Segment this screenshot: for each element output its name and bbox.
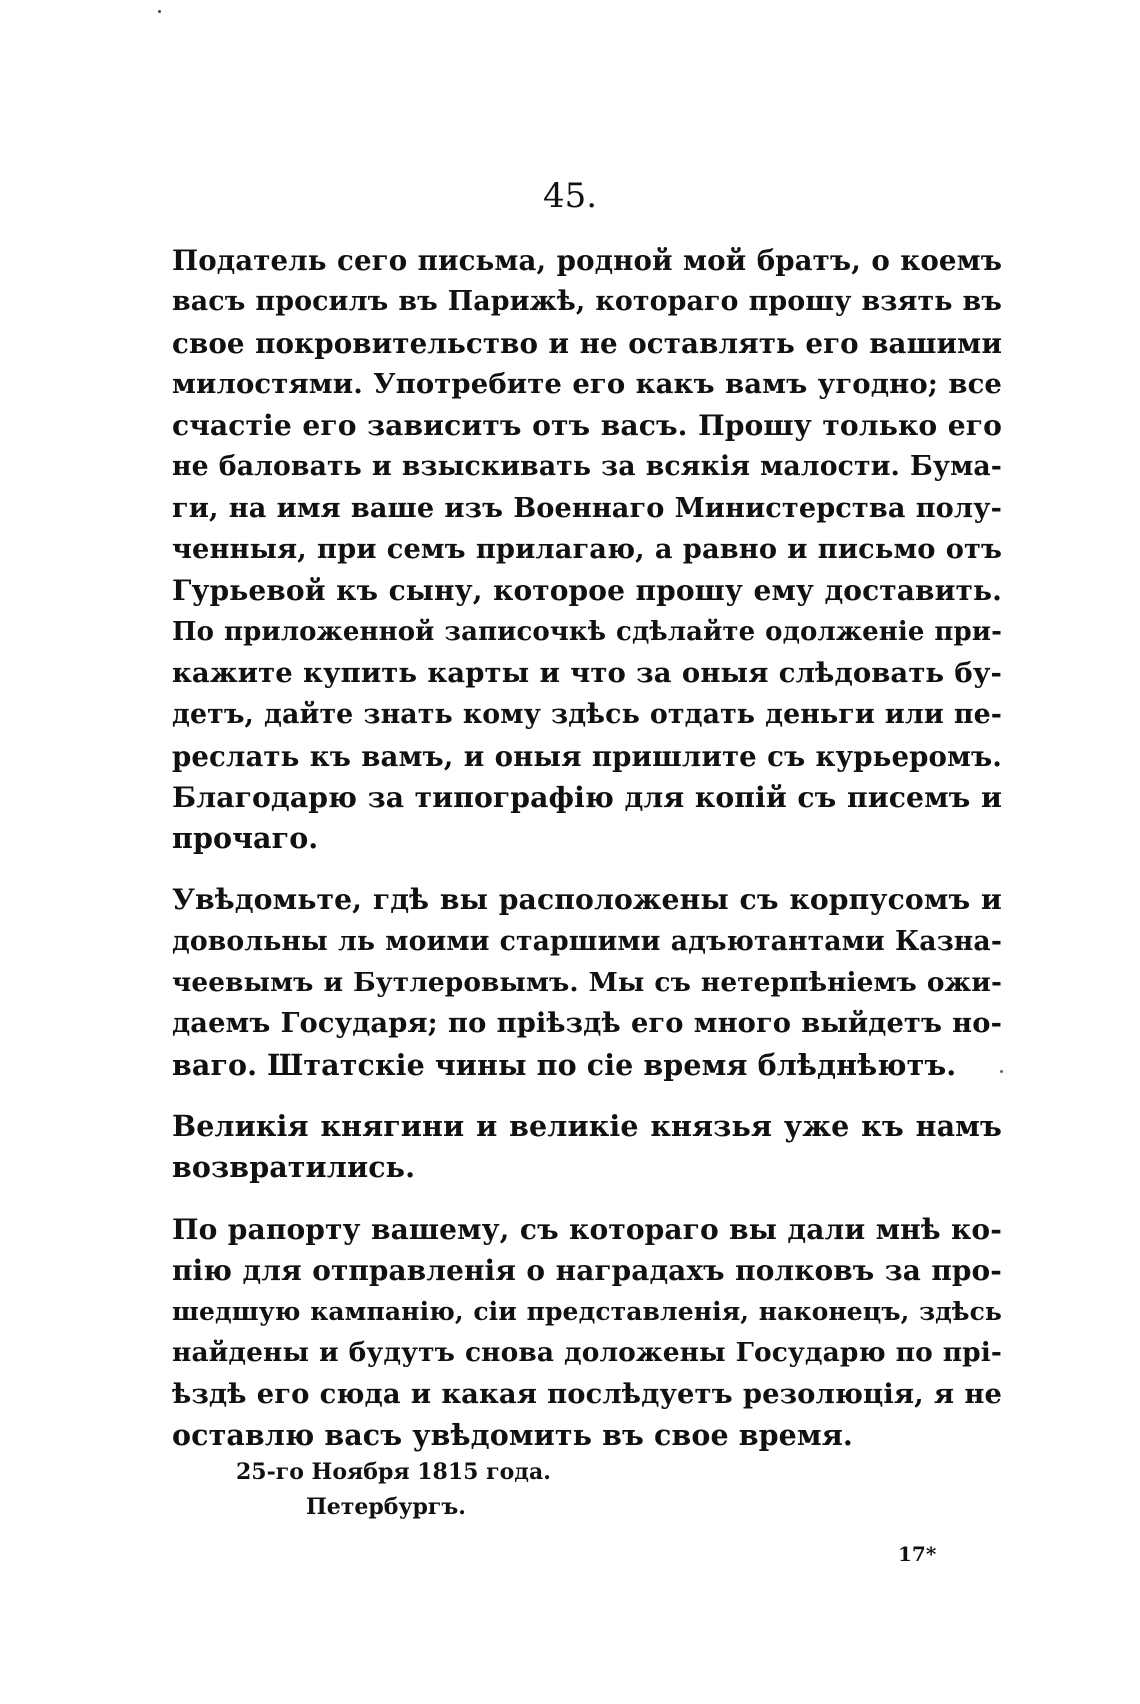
text-line: прочаго. [172, 821, 319, 856]
text-line: чеевымъ и Бутлеровымъ. Мы съ нетерпѣніемъ ожи- [172, 967, 1002, 999]
text-line: найдены и будутъ снова доложены Государю по прі- [172, 1337, 1002, 1369]
text-line: Великія княгини и великіе князья уже къ намъ [172, 1108, 1002, 1143]
letter-place: Петербургъ. [306, 1494, 466, 1520]
text-line: счастіе его зависитъ отъ васъ. Прошу только его [172, 409, 1002, 443]
print-speck [158, 10, 161, 13]
text-line: оставлю васъ увѣдомить въ свое время. [172, 1418, 853, 1453]
text-line: даемъ Государя; по пріѣздѣ его много выйдетъ но- [172, 1007, 1002, 1040]
text-line: пію для отправленія о наградахъ полковъ за про- [172, 1253, 1002, 1287]
sheet-signature-mark: 17* [898, 1542, 937, 1566]
paragraph-4 [172, 1209, 1002, 1457]
letter-number: 45. [542, 176, 598, 216]
text-line: Увѣдомьте, гдѣ вы расположены съ корпусомъ и [172, 882, 1002, 917]
text-line: ѣздѣ его сюда и какая послѣдуетъ резолюція, я не [172, 1377, 1002, 1410]
text-line: не баловать и взыскивать за всякія малости. Бума- [172, 451, 1002, 483]
text-line: ги, на имя ваше изъ Военнаго Министерства полу- [172, 491, 1002, 524]
paragraph-2 [172, 879, 1002, 1085]
text-line: милостями. Употребите его какъ вамъ угодно; все [172, 367, 1002, 400]
text-line: Податель сего письма, родной мой братъ, о коемъ [172, 244, 1002, 277]
text-line: Благодарю за типографію для копій съ писемъ и [172, 780, 1002, 814]
text-line: возвратились. [172, 1150, 416, 1185]
text-line: детъ, дайте знать кому здѣсь отдать деньги или пе- [172, 699, 1002, 731]
text-line: довольны ль моими старшими адъютантами Казна- [172, 925, 1002, 957]
text-line: реслать къ вамъ, и оныя пришлите съ курьеромъ. [172, 739, 1002, 773]
text-line: ваго. Штатскіе чины по сіе время блѣднѣютъ. [172, 1047, 957, 1082]
text-line: ченныя, при семъ прилагаю, а равно и письмо отъ [172, 533, 1002, 566]
paragraph-1 [172, 240, 1002, 859]
text-line: васъ просилъ въ Парижѣ, котораго прошу взять въ [172, 286, 1002, 318]
text-line: кажите купить карты и что за оныя слѣдовать бу- [172, 656, 1002, 689]
text-line: шедшую кампанію, сіи представленія, наконецъ, здѣсь [172, 1297, 1002, 1327]
text-line: По приложенной записочкѣ сдѣлайте одолженіе при- [172, 616, 1002, 647]
paragraph-3 [172, 1106, 1002, 1189]
text-line: По рапорту вашему, съ котораго вы дали мнѣ ко- [172, 1212, 1002, 1246]
text-line: Гурьевой къ сыну, которое прошу ему доставить. [172, 574, 1002, 608]
letter-date: 25-го Ноября 1815 года. [236, 1459, 551, 1485]
text-line: свое покровительство и не оставлять его вашими [172, 326, 1002, 360]
letter-body [172, 240, 1002, 1476]
